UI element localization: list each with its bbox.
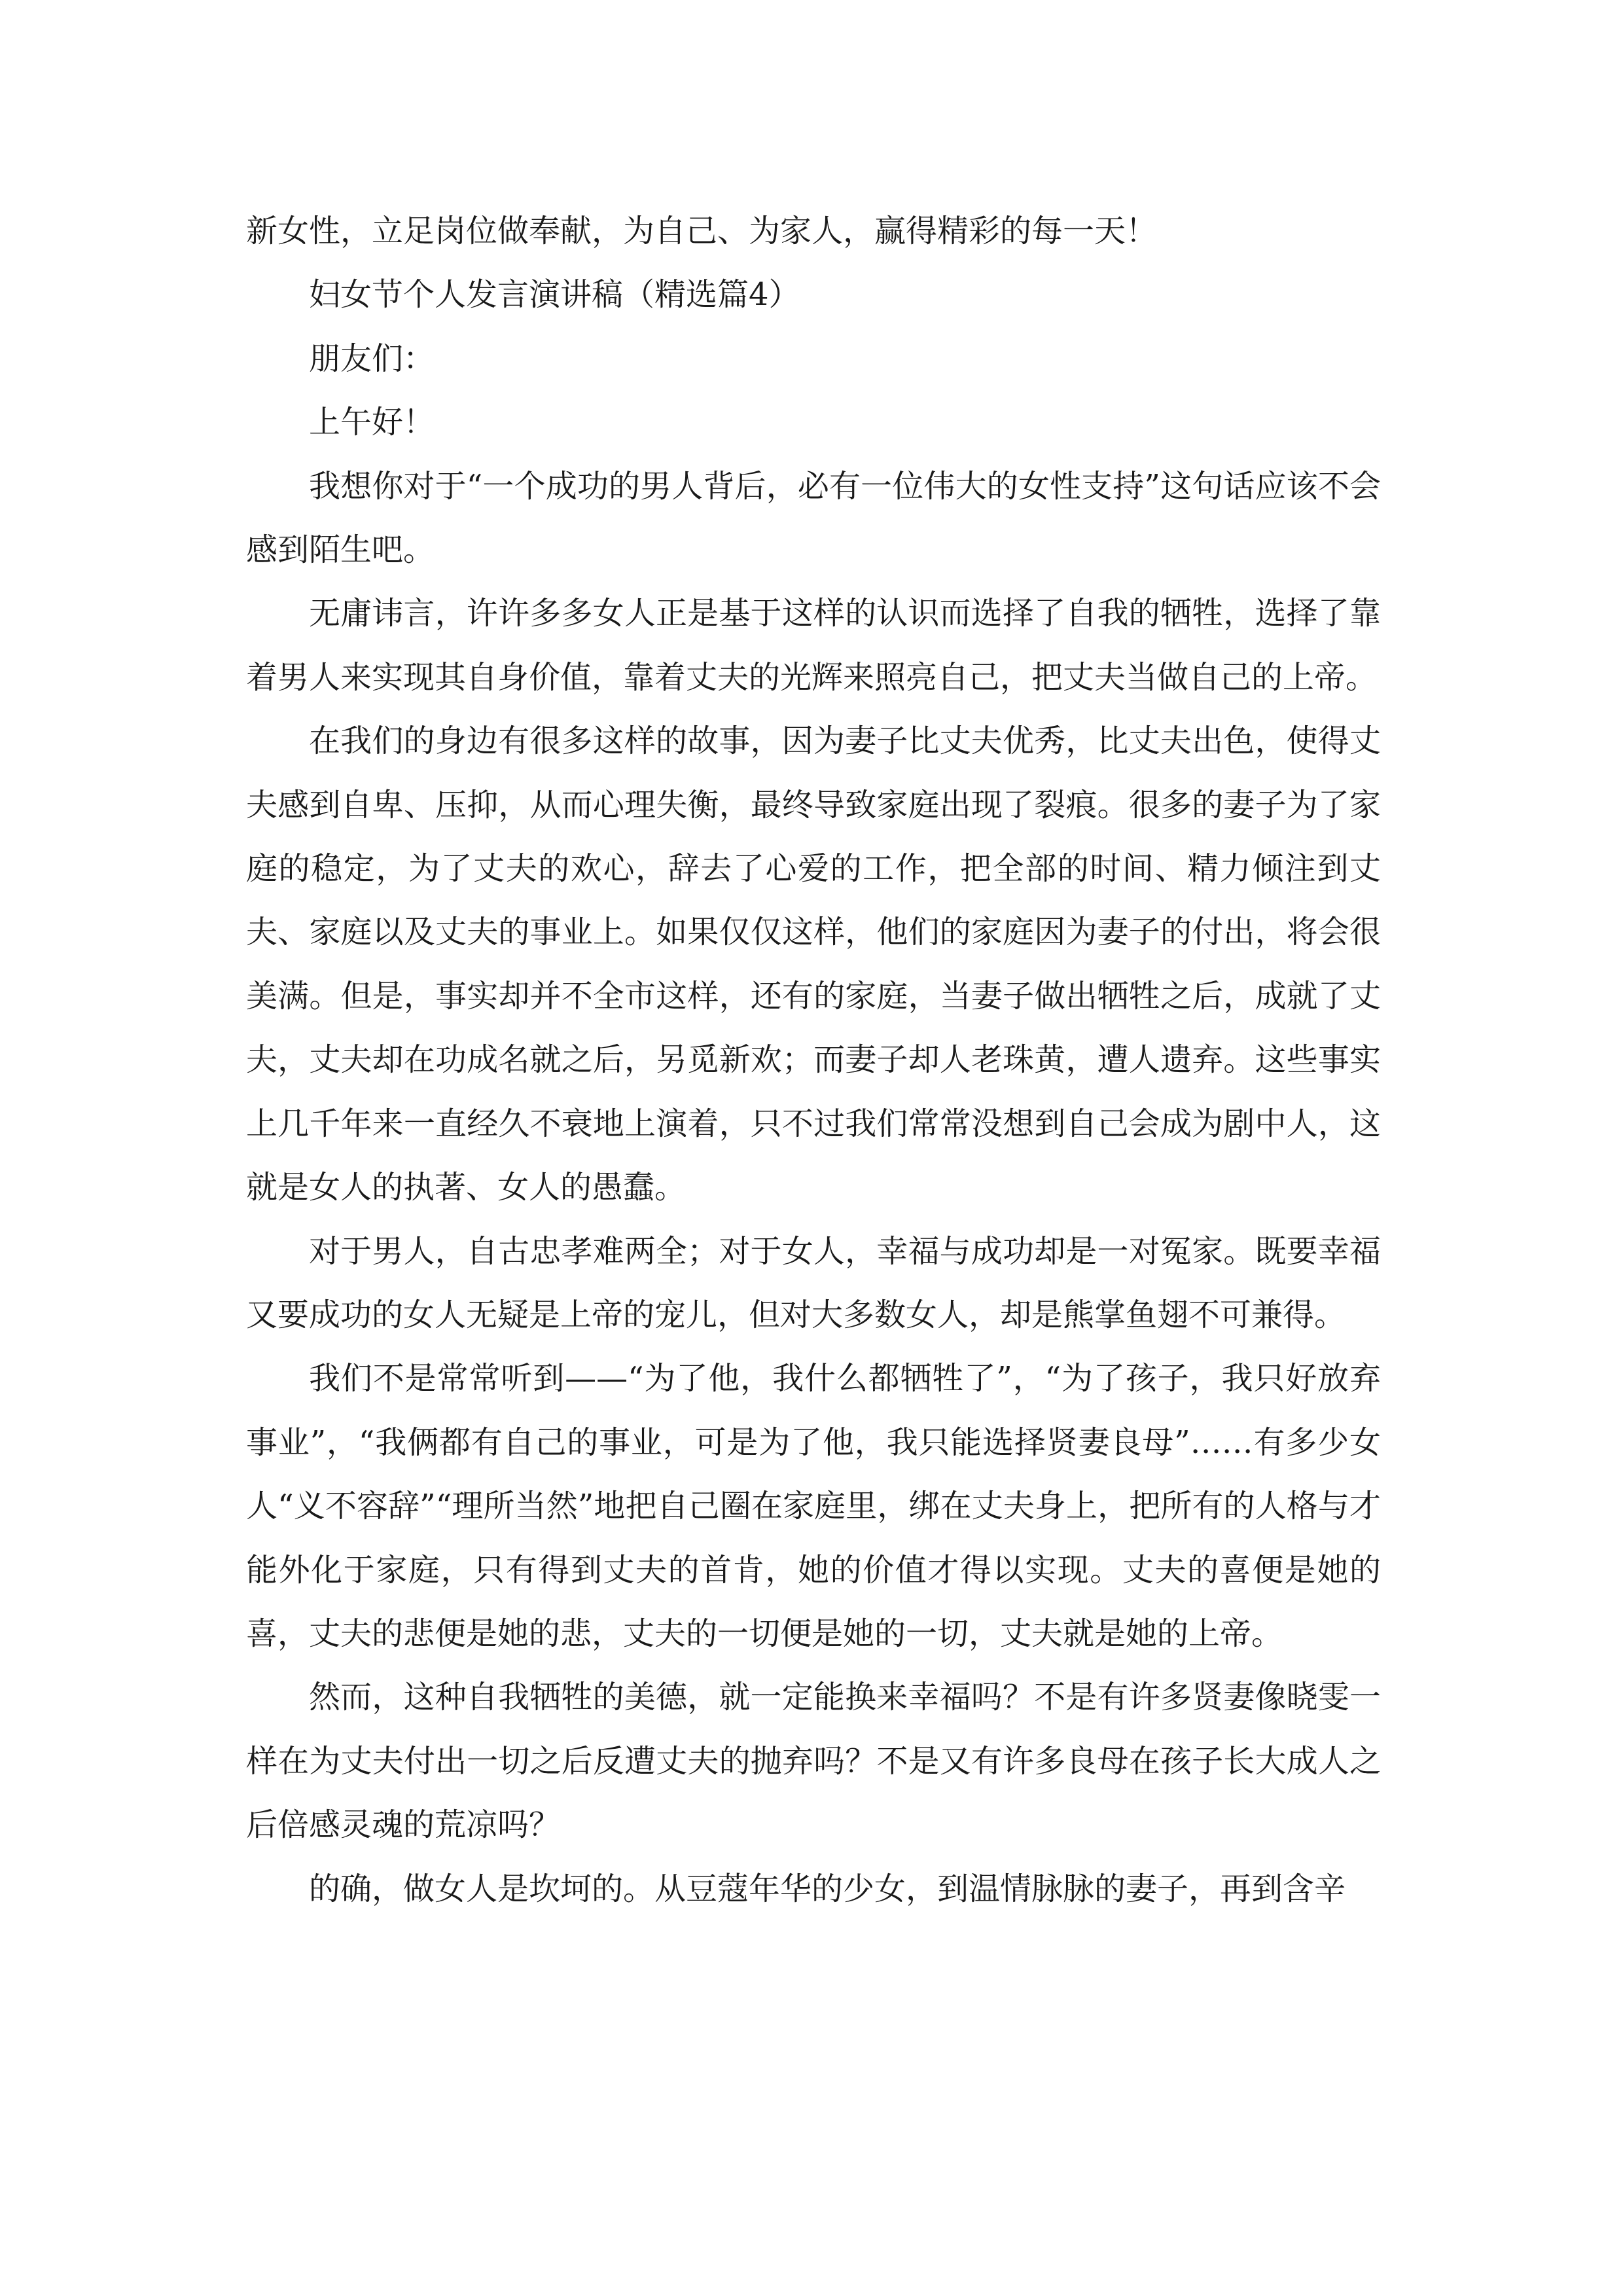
paragraph: 我想你对于“一个成功的男人背后，必有一位伟大的女性支持”这句话应该不会感到陌生吧。 (246, 467, 1381, 569)
paragraph: 的确，做女人是坎坷的。从豆蔻年华的少女，到温情脉脉的妻子，再到含辛 (309, 1870, 1346, 1907)
paragraph: 在我们的身边有很多这样的故事，因为妻子比丈夫优秀，比丈夫出色，使得丈夫感到自卑、压抑，从而心理失衡，最终导致家庭出现了裂痕。很多的妻子为了家庭的稳定，为了丈夫的欢心，辞去了心爱的工作，把全部的时间、精力倾注到丈夫、家庭以及丈夫的事业上。如果仅仅这样，他们的家庭因为妻子的付出，将会很美满。但是，事实却并不全市这样，还有的家庭，当妻子做出牺牲之后，成就了丈夫，丈夫却在功成名就之后，另觅新欢；而妻子却人老珠黄，遭人遗弃。这些事实上几千年来一直经久不衰地上演着，只不过我们常常没想到自己会成为剧中人，这就是女人的执著、女人的愚蠢。 (246, 723, 1381, 1206)
section-heading: 妇女节个人发言演讲稿（精选篇4） (309, 276, 800, 314)
paragraph: 然而，这种自我牺牲的美德，就一定能换来幸福吗？不是有许多贤妻像晓雯一样在为丈夫付出一切之后反遭丈夫的抛弃吗？不是又有许多良母在孩子长大成人之后倍感灵魂的荒凉吗？ (246, 1679, 1381, 1844)
document-body (246, 200, 1381, 1921)
greeting-salutation: 朋友们： (309, 340, 435, 377)
paragraph: 我们不是常常听到——“为了他，我什么都牺牲了”，“为了孩子，我只好放弃事业”，“我俩都有自己的事业，可是为了他，我只能选择贤妻良母”……有多少女人“义不容辞”“理所当然”地把自己圈在家庭里，绑在丈夫身上，把所有的人格与才能外化于家庭，只有得到丈夫的首肯，她的价值才得以实现。丈夫的喜便是她的喜，丈夫的悲便是她的悲，丈夫的一切便是她的一切，丈夫就是她的上帝。 (246, 1360, 1381, 1652)
paragraph-continuation: 新女性，立足岗位做奉献，为自己、为家人，赢得精彩的每一天！ (246, 213, 1158, 249)
greeting-morning: 上午好！ (309, 404, 435, 441)
paragraph: 对于男人，自古忠孝难两全；对于女人，幸福与成功却是一对冤家。既要幸福又要成功的女人无疑是上帝的宠儿，但对大多数女人，却是熊掌鱼翅不可兼得。 (246, 1232, 1381, 1333)
paragraph: 无庸讳言，许许多多女人正是基于这样的认识而选择了自我的牺牲，选择了靠着男人来实现其自身价值，靠着丈夫的光辉来照亮自己，把丈夫当做自己的上帝。 (246, 595, 1381, 696)
